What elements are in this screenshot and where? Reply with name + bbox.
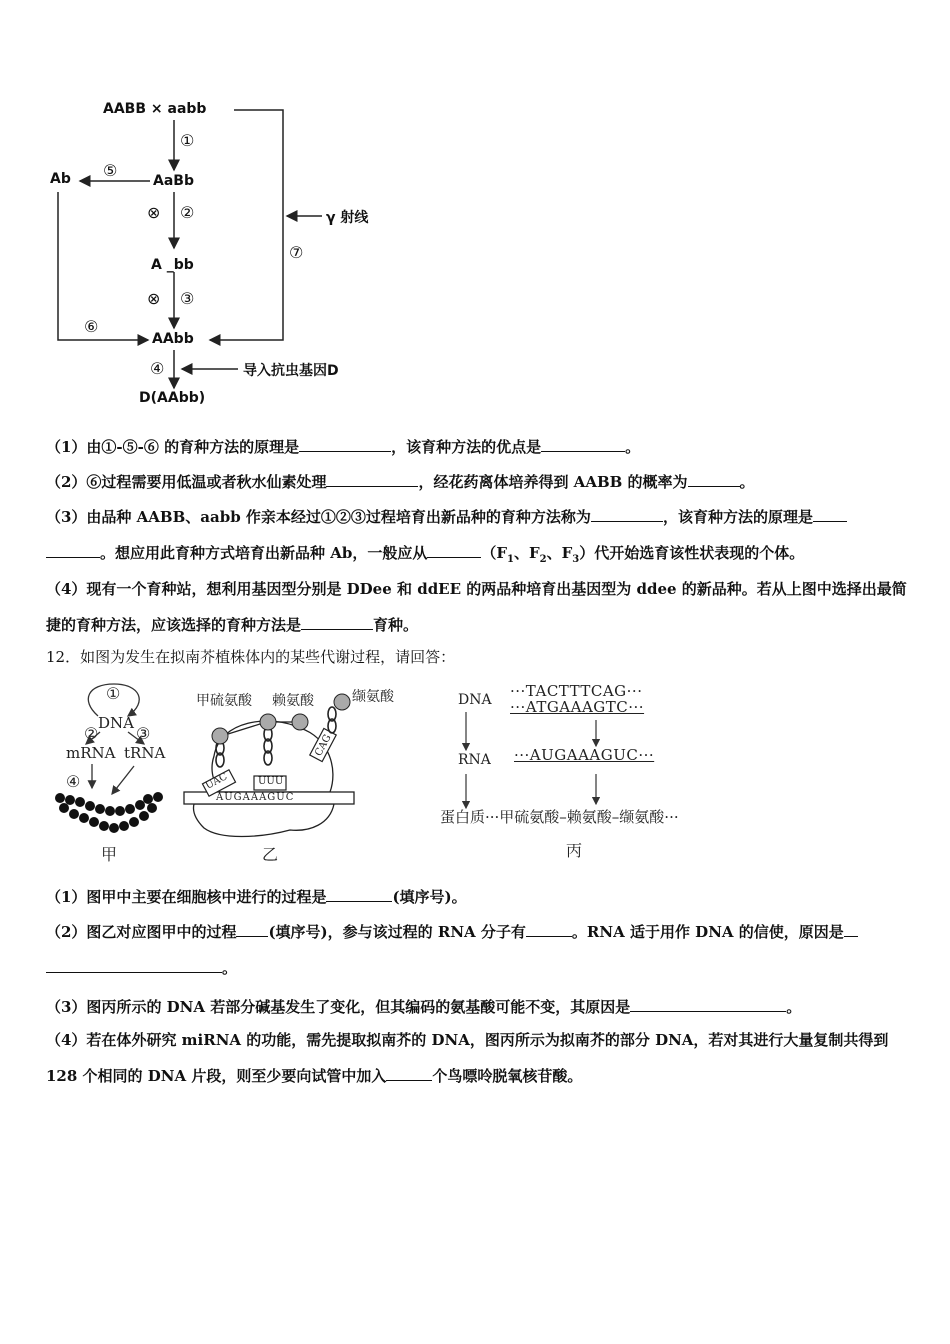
q11-p3-text-f: 、F [546,544,573,562]
yi-uac-anticodon: UAC [203,771,230,792]
answer-blank[interactable] [326,885,392,902]
q11-part-2 [46,470,916,493]
bing-protein-label: 蛋白质···甲硫氨酸–赖氨酸–缬氨酸··· [440,808,679,826]
breeding-arrows [0,0,950,420]
step-3-label: ③ [180,289,195,308]
q11-p1-text-a: （1）由①-⑤-⑥ 的育种方法的原理是 [46,438,300,456]
q12-part-4 [46,1022,908,1094]
gamma-ray-label: γ 射线 [326,210,369,226]
yi-cag-anticodon: CAG [313,732,334,759]
q12-p3-text-a: （3）图丙所示的 DNA 若部分碱基发生了变化，但其编码的氨基酸可能不变，其原因是 [46,998,631,1016]
q11-part-4 [46,571,908,643]
q12-part-3 [46,995,916,1018]
bing-rna-sequence: ···AUGAAAGUC··· [514,746,655,764]
answer-blank[interactable] [236,920,268,937]
f1-label: AaBb [153,173,194,189]
q12-p1-text-a: （1）图甲中主要在细胞核中进行的过程是 [46,888,327,906]
q11-p2-text-a: （2）⑥过程需要用低温或者秋水仙素处理 [46,473,327,491]
answer-blank[interactable] [301,613,373,630]
import-gene-label: 导入抗虫基因D [243,363,339,379]
q11-part-1 [46,435,916,458]
answer-blank[interactable] [427,541,481,558]
q12-p2-text-a: （2）图乙对应图甲中的过程 [46,923,237,941]
q11-p3-text-d: （F [481,544,508,562]
q12-p2-text-c: 。RNA 适于用作 DNA 的信使，原因是 [571,923,844,941]
answer-blank[interactable] [541,435,625,452]
answer-blank[interactable] [688,470,740,487]
final-variety-label: D(AAbb) [139,390,206,406]
q12-p4-text-b: 个鸟嘌呤脱氧核苷酸。 [432,1067,583,1085]
parents-label: AABB × aabb [103,101,207,117]
bing-dna-template-strand: ···TACTTTCAG··· [510,682,643,700]
subscript: 1 [507,554,514,565]
yi-val-label: 缬氨酸 [352,689,394,705]
q11-p2-text-b: ，经花药离体培养得到 AABB 的概率为 [418,473,688,491]
answer-blank[interactable] [46,541,100,558]
answer-blank[interactable] [844,920,858,937]
yi-lys-label: 赖氨酸 [272,693,314,709]
yi-uuu-anticodon: UUU [258,776,284,787]
q11-p1-text-b: ，该育种方法的优点是 [391,438,542,456]
yi-met-label: 甲硫氨酸 [196,693,252,709]
q12-part-1 [46,885,916,908]
q11-p2-text-c: 。 [739,473,755,491]
ab-label: Ab [50,171,71,187]
jia-step-4: ④ [66,772,81,791]
q12-p3-text-b: 。 [786,998,802,1016]
q11-p3-text-e: 、F [513,544,540,562]
yi-caption: 乙 [262,845,279,864]
jia-step-2: ② [84,724,99,743]
aabb-label: AAbb [152,331,194,347]
bing-rna-label: RNA [458,752,491,768]
q11-p1-text-c: 。 [625,438,641,456]
q12-part-2 [46,914,908,986]
answer-blank[interactable] [813,505,847,522]
answer-blank[interactable] [591,505,663,522]
answer-blank[interactable] [46,956,222,973]
q12-p4-text-a: （4）若在体外研究 miRNA 的功能，需先提取拟南芥的 DNA，图丙所示为拟南芥的部分 DNA，若对其进行大量复制共得到 128 个相同的 DNA 片段，则至少要向试管中加入 [46,1031,889,1085]
q11-p4-text-a: （4）现有一个育种站，想利用基因型分别是 DDee 和 ddEE 的两品种培育出基因型为 ddee 的新品种。若从上图中选择出最简捷的育种方法，应该选择的育种方法是 [46,580,907,634]
answer-blank[interactable] [630,995,786,1012]
q11-p3-text-b: ，该育种方法的原理是 [662,508,813,526]
answer-blank[interactable] [386,1064,432,1081]
step-2-label: ② [180,203,195,222]
step-4-label: ④ [150,359,165,378]
q12-p1-text-b: (填序号)。 [392,888,467,906]
step-6-label: ⑥ [84,317,99,336]
q11-p3-text-g: ）代开始选育该性状表现的个体。 [579,544,805,562]
subscript: 3 [572,554,580,565]
q12-p2-text-d: 。 [222,959,238,977]
answer-blank[interactable] [299,435,391,452]
q11-part-3 [46,499,908,578]
jia-trna-label: tRNA [124,744,166,762]
jia-step-3: ③ [136,724,151,743]
answer-blank[interactable] [326,470,418,487]
q11-p3-text-c: 。想应用此育种方式培育出新品种 Ab，一般应从 [100,544,428,562]
yi-mrna-sequence: AUGAAAGUC [216,792,295,803]
answer-blank[interactable] [526,920,572,937]
bing-dna-label: DNA [458,692,492,708]
q11-p3-text-a: （3）由品种 AABB、aabb 作亲本经过①②③过程培育出新品种的育种方法称为 [46,508,591,526]
q12-title: 12．如图为发生在拟南芥植株体内的某些代谢过程，请回答： [46,648,456,666]
selfing-symbol-2: ⊗ [147,203,161,222]
jia-dna-label: DNA [98,714,134,732]
jia-mrna-label: mRNA [66,744,116,762]
a-bb-label: A _bb [151,257,194,273]
q11-p4-text-b: 育种。 [373,616,419,634]
step-5-label: ⑤ [103,161,118,180]
bing-dna-coding-strand: ···ATGAAAGTC··· [510,698,645,716]
step-1-label: ① [180,131,195,150]
selfing-symbol-3: ⊗ [147,289,161,308]
step-7-label: ⑦ [289,243,304,262]
jia-step-1: ① [106,684,121,703]
bing-caption: 丙 [566,841,583,860]
jia-caption: 甲 [101,845,118,864]
subscript: 2 [539,554,547,565]
q12-p2-text-b: (填序号)，参与该过程的 RNA 分子有 [268,923,526,941]
